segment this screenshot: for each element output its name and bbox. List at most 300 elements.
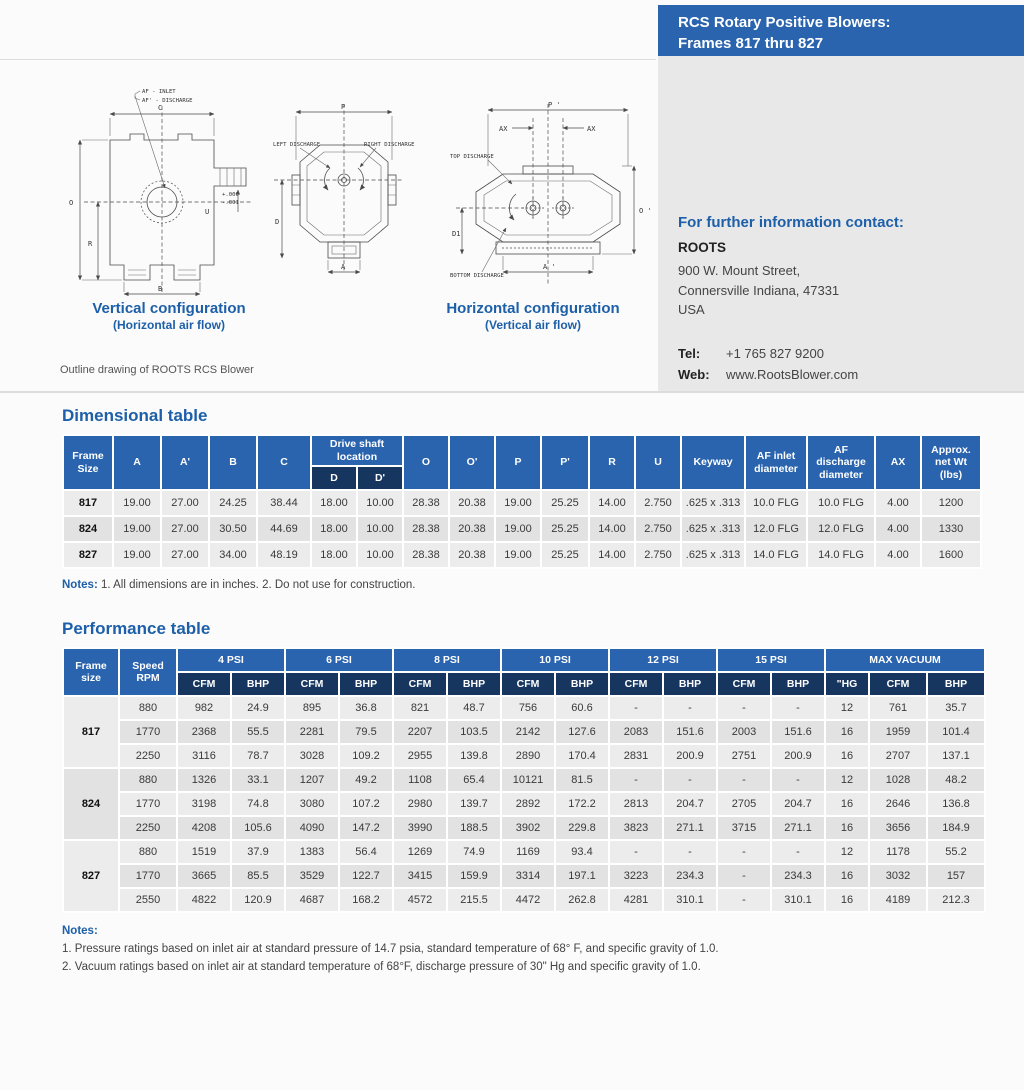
performance-value-cell: 3529 — [286, 865, 338, 887]
horizontal-configuration-caption — [424, 300, 642, 332]
performance-value-cell: 262.8 — [556, 889, 608, 911]
performance-value-cell: 137.1 — [928, 745, 984, 767]
frame-size-cell: 827 — [64, 841, 118, 911]
discharge-label: AF' - DISCHARGE — [142, 98, 193, 104]
web-link[interactable]: www.RootsBlower.com — [726, 366, 859, 382]
ax-left-label: AX — [499, 125, 508, 133]
dimension-value-cell: 10.00 — [358, 543, 402, 567]
performance-value-cell: 2083 — [610, 721, 662, 743]
performance-row — [64, 721, 984, 743]
ax-right-label: AX — [587, 125, 596, 133]
performance-value-cell: 12 — [826, 697, 868, 719]
performance-value-cell: - — [664, 697, 716, 719]
performance-value-cell: 49.2 — [340, 769, 392, 791]
performance-value-cell: 204.7 — [772, 793, 824, 815]
dimension-value-cell: 4.00 — [876, 491, 920, 515]
horizontal-front-diagram — [272, 100, 422, 286]
frame-size-cell: 817 — [64, 697, 118, 767]
right-discharge-label: RIGHT DISCHARGE — [364, 142, 415, 148]
performance-value-cell: 3656 — [870, 817, 926, 839]
subcolumn-header: CFM — [718, 673, 770, 695]
performance-value-cell: - — [610, 697, 662, 719]
performance-value-cell: 170.4 — [556, 745, 608, 767]
performance-value-cell: 3314 — [502, 865, 554, 887]
dimensional-row — [64, 491, 980, 515]
performance-subheader-row — [64, 673, 984, 695]
performance-value-cell: 93.4 — [556, 841, 608, 863]
subcolumn-header: BHP — [556, 673, 608, 695]
frame-size-cell: 824 — [64, 517, 112, 541]
dimension-value-cell: 4.00 — [876, 517, 920, 541]
dimension-value-cell: 19.00 — [114, 517, 160, 541]
psi-group-header: 15 PSI — [718, 649, 824, 671]
column-header: Keyway — [682, 436, 744, 489]
vertical-configuration-diagram — [62, 80, 262, 302]
max-vacuum-group-header: MAX VACUUM — [826, 649, 984, 671]
performance-row — [64, 769, 984, 791]
performance-value-cell: - — [718, 865, 770, 887]
performance-value-cell: 159.9 — [448, 865, 500, 887]
dim-o-label: O — [69, 199, 74, 207]
performance-row — [64, 889, 984, 911]
dim-u-label: U — [205, 208, 210, 216]
tolerance-top-label: +.000 — [222, 192, 239, 198]
performance-value-cell: 78.7 — [232, 745, 284, 767]
dimension-value-cell: 10.00 — [358, 491, 402, 515]
horizontal-configuration-subtitle: (Vertical air flow) — [484, 318, 582, 332]
performance-value-cell: 48.2 — [928, 769, 984, 791]
dimension-value-cell: 38.44 — [258, 491, 310, 515]
vertical-configuration-caption — [60, 300, 278, 332]
dimension-value-cell: 14.0 FLG — [808, 543, 874, 567]
dim-b-label: B — [158, 285, 163, 293]
dim-p-label: P — [341, 103, 346, 111]
outline-drawing-note: Outline drawing of ROOTS RCS Blower — [60, 364, 254, 376]
performance-value-cell: - — [718, 697, 770, 719]
performance-value-cell: 1169 — [502, 841, 554, 863]
performance-value-cell: 172.2 — [556, 793, 608, 815]
performance-value-cell: 4281 — [610, 889, 662, 911]
performance-value-cell: 229.8 — [556, 817, 608, 839]
column-header: AF inlet diameter — [746, 436, 806, 489]
performance-value-cell: 1383 — [286, 841, 338, 863]
column-header: O — [404, 436, 448, 489]
performance-value-cell: 310.1 — [664, 889, 716, 911]
banner-title-line2: Frames 817 thru 827 — [678, 35, 824, 52]
dimension-value-cell: 19.00 — [114, 543, 160, 567]
contact-block — [678, 214, 1008, 382]
performance-value-cell: 2892 — [502, 793, 554, 815]
banner-title-line1: RCS Rotary Positive Blowers: — [678, 14, 891, 31]
performance-value-cell: 3415 — [394, 865, 446, 887]
performance-value-cell: 151.6 — [664, 721, 716, 743]
performance-value-cell: 2831 — [610, 745, 662, 767]
speed-rpm-cell: 1770 — [120, 793, 176, 815]
drive-shaft-group-header: Drive shaft location — [312, 436, 402, 465]
performance-value-cell: 4208 — [178, 817, 230, 839]
performance-value-cell: 3715 — [718, 817, 770, 839]
subcolumn-header: CFM — [502, 673, 554, 695]
dimension-value-cell: 44.69 — [258, 517, 310, 541]
dimension-value-cell: 27.00 — [162, 543, 208, 567]
tolerance-bottom-label: -.001 — [222, 200, 239, 206]
performance-value-cell: 761 — [870, 697, 926, 719]
dim-d1-label: D1 — [452, 230, 461, 238]
subcolumn-header: BHP — [448, 673, 500, 695]
performance-value-cell: 4687 — [286, 889, 338, 911]
column-header: U — [636, 436, 680, 489]
performance-value-cell: 188.5 — [448, 817, 500, 839]
performance-value-cell: 85.5 — [232, 865, 284, 887]
column-header: O' — [450, 436, 494, 489]
performance-value-cell: 271.1 — [664, 817, 716, 839]
subcolumn-header: D — [312, 467, 356, 489]
performance-value-cell: 109.2 — [340, 745, 392, 767]
column-header: P — [496, 436, 540, 489]
performance-value-cell: 2207 — [394, 721, 446, 743]
contact-address-line: Connersville Indiana, 47331 — [678, 282, 840, 298]
performance-value-cell: 79.5 — [340, 721, 392, 743]
performance-value-cell: - — [664, 769, 716, 791]
dimensional-row — [64, 517, 980, 541]
subcolumn-header: BHP — [928, 673, 984, 695]
performance-value-cell: 101.4 — [928, 721, 984, 743]
dimension-value-cell: 2.750 — [636, 491, 680, 515]
performance-table — [62, 647, 986, 913]
performance-row — [64, 745, 984, 767]
dimension-value-cell: 25.25 — [542, 517, 588, 541]
performance-value-cell: 197.1 — [556, 865, 608, 887]
column-header: B — [210, 436, 256, 489]
dimensional-header-row — [64, 436, 980, 465]
speed-rpm-cell: 2550 — [120, 889, 176, 911]
performance-row — [64, 841, 984, 863]
performance-row — [64, 793, 984, 815]
dimension-value-cell: 24.25 — [210, 491, 256, 515]
subcolumn-header: CFM — [870, 673, 926, 695]
performance-value-cell: - — [772, 841, 824, 863]
contact-heading: For further information contact: — [678, 214, 904, 231]
dimension-value-cell: 18.00 — [312, 517, 356, 541]
speed-rpm-cell: 880 — [120, 841, 176, 863]
subcolumn-header: BHP — [664, 673, 716, 695]
contact-address-line: 900 W. Mount Street, — [678, 263, 801, 278]
psi-group-header: 12 PSI — [610, 649, 716, 671]
dimension-value-cell: 18.00 — [312, 543, 356, 567]
performance-value-cell: 56.4 — [340, 841, 392, 863]
performance-value-cell: 2955 — [394, 745, 446, 767]
tel-value: +1 765 827 9200 — [726, 345, 824, 361]
notes-label: Notes: — [62, 925, 98, 938]
speed-rpm-cell: 1770 — [120, 721, 176, 743]
performance-value-cell: 24.9 — [232, 697, 284, 719]
performance-value-cell: 16 — [826, 721, 868, 743]
performance-table-body — [64, 697, 984, 911]
dimension-value-cell: 30.50 — [210, 517, 256, 541]
frame-size-cell: 827 — [64, 543, 112, 567]
performance-value-cell: 234.3 — [772, 865, 824, 887]
performance-row — [64, 697, 984, 719]
dimensional-table-heading: Dimensional table — [62, 406, 208, 425]
dimension-value-cell: 19.00 — [496, 543, 540, 567]
performance-value-cell: 120.9 — [232, 889, 284, 911]
notes-text: 1. All dimensions are in inches. 2. Do not use for construction. — [100, 579, 416, 592]
dimension-value-cell: 18.00 — [312, 491, 356, 515]
performance-value-cell: 4189 — [870, 889, 926, 911]
dimension-value-cell: 2.750 — [636, 543, 680, 567]
dimension-value-cell: 25.25 — [542, 543, 588, 567]
column-header: AX — [876, 436, 920, 489]
performance-value-cell: 3665 — [178, 865, 230, 887]
performance-value-cell: 151.6 — [772, 721, 824, 743]
inlet-label: AF - INLET — [142, 89, 176, 95]
performance-value-cell: 16 — [826, 745, 868, 767]
performance-value-cell: - — [772, 769, 824, 791]
performance-value-cell: 74.9 — [448, 841, 500, 863]
performance-value-cell: 3032 — [870, 865, 926, 887]
frame-size-cell: 824 — [64, 769, 118, 839]
psi-group-header: 10 PSI — [502, 649, 608, 671]
performance-value-cell: 2646 — [870, 793, 926, 815]
performance-value-cell: 136.8 — [928, 793, 984, 815]
performance-value-cell: 204.7 — [664, 793, 716, 815]
performance-table-heading: Performance table — [62, 619, 211, 639]
vertical-configuration-subtitle: (Horizontal air flow) — [113, 318, 225, 332]
dimension-value-cell: 2.750 — [636, 517, 680, 541]
dimension-value-cell: 14.0 FLG — [746, 543, 806, 567]
tables-section — [62, 406, 971, 977]
performance-value-cell: 3198 — [178, 793, 230, 815]
performance-row — [64, 817, 984, 839]
dim-a-label: A — [341, 263, 346, 271]
performance-value-cell: 982 — [178, 697, 230, 719]
frame-size-cell: 817 — [64, 491, 112, 515]
dim-o-prime-label: O ' — [639, 207, 652, 215]
top-discharge-label: TOP DISCHARGE — [450, 154, 494, 160]
performance-value-cell: 55.5 — [232, 721, 284, 743]
speed-rpm-cell: 880 — [120, 697, 176, 719]
column-header: AF discharge diameter — [808, 436, 874, 489]
performance-value-cell: 3223 — [610, 865, 662, 887]
tel-label: Tel: — [678, 345, 701, 361]
section-divider — [0, 391, 1024, 393]
dimension-value-cell: 10.0 FLG — [808, 491, 874, 515]
performance-value-cell: 37.9 — [232, 841, 284, 863]
performance-value-cell: 127.6 — [556, 721, 608, 743]
dimension-value-cell: 1330 — [922, 517, 980, 541]
dimension-value-cell: 19.00 — [496, 491, 540, 515]
column-header: A — [114, 436, 160, 489]
psi-group-header: 8 PSI — [394, 649, 500, 671]
performance-value-cell: 2707 — [870, 745, 926, 767]
performance-value-cell: 1326 — [178, 769, 230, 791]
dim-r-label: R — [88, 240, 93, 248]
subcolumn-header: BHP — [232, 673, 284, 695]
performance-value-cell: - — [718, 841, 770, 863]
performance-value-cell: - — [718, 769, 770, 791]
dimension-value-cell: 10.0 FLG — [746, 491, 806, 515]
performance-value-cell: 184.9 — [928, 817, 984, 839]
performance-value-cell: 3116 — [178, 745, 230, 767]
performance-value-cell: 756 — [502, 697, 554, 719]
dimension-value-cell: 27.00 — [162, 517, 208, 541]
performance-header-row — [64, 649, 984, 671]
performance-value-cell: 147.2 — [340, 817, 392, 839]
dimension-value-cell: 14.00 — [590, 517, 634, 541]
dimension-value-cell: .625 x .313 — [682, 543, 744, 567]
performance-value-cell: - — [772, 697, 824, 719]
subcolumn-header: CFM — [178, 673, 230, 695]
dimensional-table — [62, 434, 982, 569]
performance-value-cell: 103.5 — [448, 721, 500, 743]
performance-value-cell: 4090 — [286, 817, 338, 839]
performance-value-cell: 33.1 — [232, 769, 284, 791]
performance-value-cell: 16 — [826, 865, 868, 887]
performance-value-cell: 12 — [826, 841, 868, 863]
dimension-value-cell: 28.38 — [404, 543, 448, 567]
performance-value-cell: 81.5 — [556, 769, 608, 791]
column-header: P' — [542, 436, 588, 489]
column-header: R — [590, 436, 634, 489]
contact-company: ROOTS — [678, 240, 727, 255]
dimension-value-cell: 20.38 — [450, 517, 494, 541]
dimension-value-cell: 48.19 — [258, 543, 310, 567]
dimension-value-cell: 20.38 — [450, 491, 494, 515]
performance-value-cell: 1178 — [870, 841, 926, 863]
dim-p-prime-label: P ' — [548, 101, 561, 109]
performance-value-cell: 2751 — [718, 745, 770, 767]
performance-note-1: 1. Pressure ratings based on inlet air at standard pressure of 14.7 psia, standard temperature of 68° F, and specific gravity of 1.0. — [62, 943, 719, 955]
vertical-configuration-title: Vertical configuration — [92, 300, 246, 317]
horizontal-side-diagram — [448, 96, 658, 288]
performance-value-cell: 139.7 — [448, 793, 500, 815]
performance-value-cell: 4822 — [178, 889, 230, 911]
contact-address-line: USA — [678, 302, 705, 317]
column-header: Frame Size — [64, 436, 112, 489]
performance-value-cell: - — [718, 889, 770, 911]
dimension-value-cell: 1600 — [922, 543, 980, 567]
dimension-value-cell: 14.00 — [590, 543, 634, 567]
dim-c-label: C — [158, 104, 163, 112]
performance-value-cell: 2368 — [178, 721, 230, 743]
performance-value-cell: 2813 — [610, 793, 662, 815]
subcolumn-header: CFM — [610, 673, 662, 695]
dimension-value-cell: 10.00 — [358, 517, 402, 541]
performance-value-cell: 1108 — [394, 769, 446, 791]
dimension-value-cell: 4.00 — [876, 543, 920, 567]
left-discharge-label: LEFT DISCHARGE — [273, 142, 321, 148]
performance-value-cell: 65.4 — [448, 769, 500, 791]
performance-notes — [62, 923, 964, 976]
dimension-value-cell: 19.00 — [114, 491, 160, 515]
dim-a-prime-label: A ' — [543, 263, 556, 271]
dimension-value-cell: 1200 — [922, 491, 980, 515]
dimension-value-cell: 12.0 FLG — [808, 517, 874, 541]
performance-value-cell: 4472 — [502, 889, 554, 911]
speed-rpm-cell: 2250 — [120, 817, 176, 839]
dimension-value-cell: 19.00 — [496, 517, 540, 541]
performance-value-cell: 122.7 — [340, 865, 392, 887]
dim-d-label: D — [275, 218, 280, 226]
subcolumn-header: "HG — [826, 673, 868, 695]
performance-value-cell: 234.3 — [664, 865, 716, 887]
performance-value-cell: 215.5 — [448, 889, 500, 911]
performance-value-cell: 2705 — [718, 793, 770, 815]
horizontal-configuration-title: Horizontal configuration — [446, 300, 620, 317]
performance-value-cell: 10121 — [502, 769, 554, 791]
dimension-value-cell: .625 x .313 — [682, 517, 744, 541]
performance-value-cell: 895 — [286, 697, 338, 719]
dimensional-row — [64, 543, 980, 567]
performance-value-cell: 16 — [826, 817, 868, 839]
performance-value-cell: 2142 — [502, 721, 554, 743]
performance-value-cell: 139.8 — [448, 745, 500, 767]
performance-value-cell: 74.8 — [232, 793, 284, 815]
performance-value-cell: - — [664, 841, 716, 863]
performance-value-cell: 35.7 — [928, 697, 984, 719]
dimension-value-cell: 25.25 — [542, 491, 588, 515]
performance-value-cell: 310.1 — [772, 889, 824, 911]
dimension-value-cell: 28.38 — [404, 491, 448, 515]
performance-row — [64, 865, 984, 887]
subcolumn-header: BHP — [772, 673, 824, 695]
performance-note-2: 2. Vacuum ratings based on inlet air at standard temperature of 68°F, discharge pressure of 30" Hg and specific gravity of 1.0. — [62, 960, 701, 973]
notes-label: Notes: — [62, 579, 98, 592]
column-header: Speed RPM — [120, 649, 176, 695]
performance-value-cell: 2980 — [394, 793, 446, 815]
performance-value-cell: - — [610, 841, 662, 863]
performance-value-cell: 1959 — [870, 721, 926, 743]
dimension-value-cell: 20.38 — [450, 543, 494, 567]
performance-value-cell: 16 — [826, 889, 868, 911]
dimensional-notes — [62, 579, 964, 591]
psi-group-header: 4 PSI — [178, 649, 284, 671]
speed-rpm-cell: 2250 — [120, 745, 176, 767]
column-header: Frame size — [64, 649, 118, 695]
title-banner — [658, 5, 1024, 56]
top-divider — [0, 59, 656, 60]
dimension-value-cell: 28.38 — [404, 517, 448, 541]
performance-value-cell: 1519 — [178, 841, 230, 863]
performance-value-cell: 48.7 — [448, 697, 500, 719]
dimension-value-cell: 14.00 — [590, 491, 634, 515]
performance-value-cell: 12 — [826, 769, 868, 791]
performance-value-cell: 107.2 — [340, 793, 392, 815]
performance-value-cell: 55.2 — [928, 841, 984, 863]
performance-value-cell: 157 — [928, 865, 984, 887]
performance-value-cell: 3028 — [286, 745, 338, 767]
performance-value-cell: 821 — [394, 697, 446, 719]
subcolumn-header: BHP — [340, 673, 392, 695]
performance-value-cell: 2281 — [286, 721, 338, 743]
performance-value-cell: 16 — [826, 793, 868, 815]
dimensional-table-body — [64, 491, 980, 567]
performance-value-cell: 60.6 — [556, 697, 608, 719]
dimension-value-cell: 27.00 — [162, 491, 208, 515]
dimension-value-cell: 34.00 — [210, 543, 256, 567]
web-label: Web: — [678, 366, 710, 382]
column-header: Approx. net Wt (lbs) — [922, 436, 980, 489]
performance-value-cell: 3902 — [502, 817, 554, 839]
performance-value-cell: - — [610, 769, 662, 791]
subcolumn-header: CFM — [286, 673, 338, 695]
performance-value-cell: 4572 — [394, 889, 446, 911]
performance-value-cell: 200.9 — [664, 745, 716, 767]
performance-value-cell: 3990 — [394, 817, 446, 839]
speed-rpm-cell: 1770 — [120, 865, 176, 887]
performance-value-cell: 1207 — [286, 769, 338, 791]
performance-value-cell: 105.6 — [232, 817, 284, 839]
